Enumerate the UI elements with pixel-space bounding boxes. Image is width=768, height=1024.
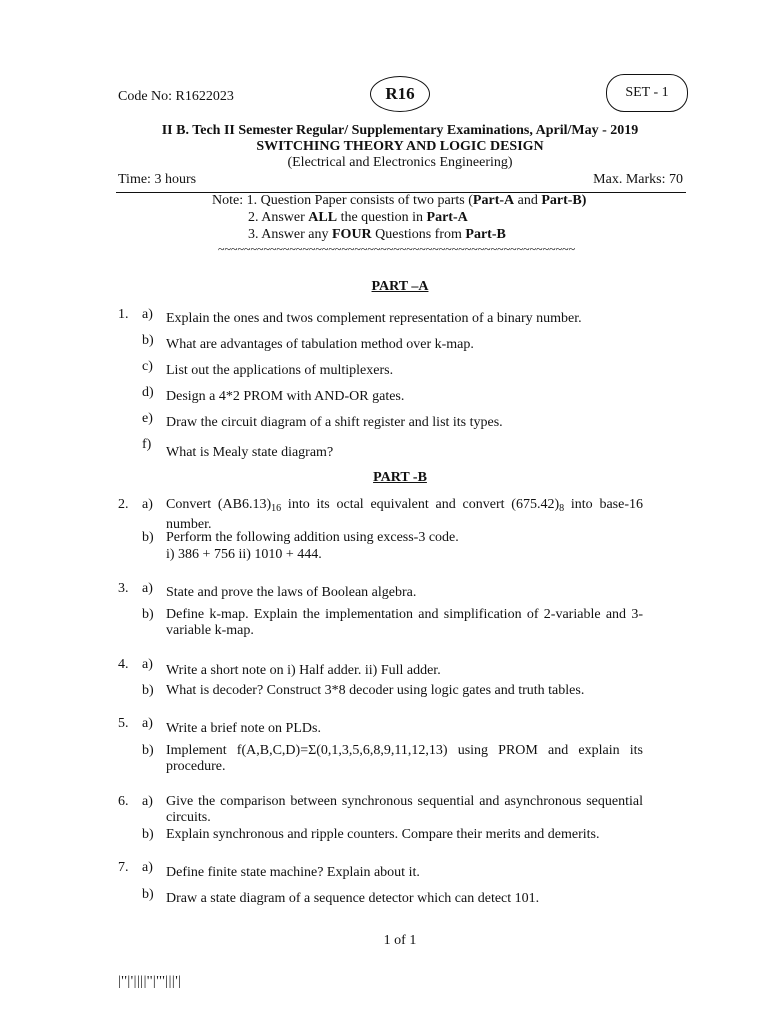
subquestion-label: a)	[142, 794, 153, 809]
question-text: What are advantages of tabulation method over k-map.	[166, 337, 474, 352]
exam-title: II B. Tech II Semester Regular/ Supplementary Examinations, April/May - 2019	[161, 123, 639, 138]
question-text: Write a short note on i) Half adder. ii) Full adder.	[166, 663, 441, 678]
subquestion-label: b)	[142, 743, 154, 758]
subquestion-label: a)	[142, 860, 153, 875]
question-number: 4.	[118, 657, 129, 672]
part-b-heading: PART -B	[373, 470, 427, 485]
page-number: 1 of 1	[383, 933, 417, 948]
note-line-2: 2. Answer ALL the question in Part-A	[248, 210, 468, 225]
separator-line: ~~~~~~~~~~~~~~~~~~~~~~~~~~~~~~~~~~~~~~~~~~~~~~~~~~~~~~~	[218, 242, 576, 256]
question-text: Perform the following addition using excess-3 code.	[166, 530, 459, 545]
subquestion-label: b)	[142, 827, 154, 842]
question-text: i) 386 + 756 ii) 1010 + 444.	[166, 547, 322, 562]
question-number: 2.	[118, 497, 129, 512]
question-number: 5.	[118, 716, 129, 731]
question-text: Define k-map. Explain the implementation and simplification of 2-variable and 3-variable k-map.	[166, 607, 643, 638]
set-badge	[606, 74, 688, 112]
question-text: Draw the circuit diagram of a shift register and list its types.	[166, 415, 503, 430]
subquestion-label: f)	[142, 437, 152, 452]
code-number: Code No: R1622023	[118, 89, 234, 104]
question-number: 1.	[118, 307, 129, 322]
subquestion-label: b)	[142, 887, 154, 902]
regulation-badge	[370, 76, 430, 112]
question-number: 6.	[118, 794, 129, 809]
part-a-heading: PART –A	[371, 279, 429, 294]
subquestion-label: d)	[142, 385, 154, 400]
exam-duration: Time: 3 hours	[118, 172, 197, 187]
subject-title: SWITCHING THEORY AND LOGIC DESIGN	[256, 139, 544, 154]
subquestion-label: b)	[142, 683, 154, 698]
question-text: Implement f(A,B,C,D)=Σ(0,1,3,5,6,8,9,11,12,13) using PROM and explain its procedure.	[166, 743, 643, 774]
subquestion-label: a)	[142, 657, 153, 672]
note-line-3: 3. Answer any FOUR Questions from Part-B	[248, 227, 506, 242]
question-number: 3.	[118, 581, 129, 596]
question-text: Explain the ones and twos complement representation of a binary number.	[166, 311, 582, 326]
subquestion-label: c)	[142, 359, 153, 374]
subquestion-label: b)	[142, 333, 154, 348]
subquestion-label: b)	[142, 607, 154, 622]
note-line-1: Note: 1. Question Paper consists of two parts (Part-A and Part-B)	[212, 193, 587, 208]
subquestion-label: e)	[142, 411, 153, 426]
question-text: Explain synchronous and ripple counters. Compare their merits and demerits.	[166, 827, 600, 842]
subquestion-label: a)	[142, 497, 153, 512]
question-text: What is decoder? Construct 3*8 decoder using logic gates and truth tables.	[166, 683, 585, 698]
question-number: 7.	[118, 860, 129, 875]
question-text: Give the comparison between synchronous sequential and asynchronous sequential circuits.	[166, 794, 643, 825]
question-text: Define finite state machine? Explain about it.	[166, 865, 420, 880]
max-marks: Max. Marks: 70	[593, 172, 683, 187]
question-text: Draw a state diagram of a sequence detector which can detect 101.	[166, 891, 540, 906]
barcode: |''|'||||''|'''|||'|	[118, 974, 182, 989]
question-text: List out the applications of multiplexers.	[166, 363, 394, 378]
subquestion-label: a)	[142, 307, 153, 322]
question-text: Write a brief note on PLDs.	[166, 721, 321, 736]
question-text: Design a 4*2 PROM with AND-OR gates.	[166, 389, 405, 404]
subquestion-label: a)	[142, 716, 153, 731]
regulation-label: R16	[385, 84, 415, 103]
question-text: Convert $(AB6.13)_{16}$ into its octal equivalent and convert $(675.42)_8$ into base-16 number.	[166, 497, 643, 532]
subquestion-label: a)	[142, 581, 153, 596]
branch-name: (Electrical and Electronics Engineering)	[287, 155, 513, 170]
question-text: What is Mealy state diagram?	[166, 445, 334, 460]
subquestion-label: b)	[142, 530, 154, 545]
question-text: State and prove the laws of Boolean algebra.	[166, 585, 417, 600]
set-label: SET - 1	[625, 85, 669, 100]
